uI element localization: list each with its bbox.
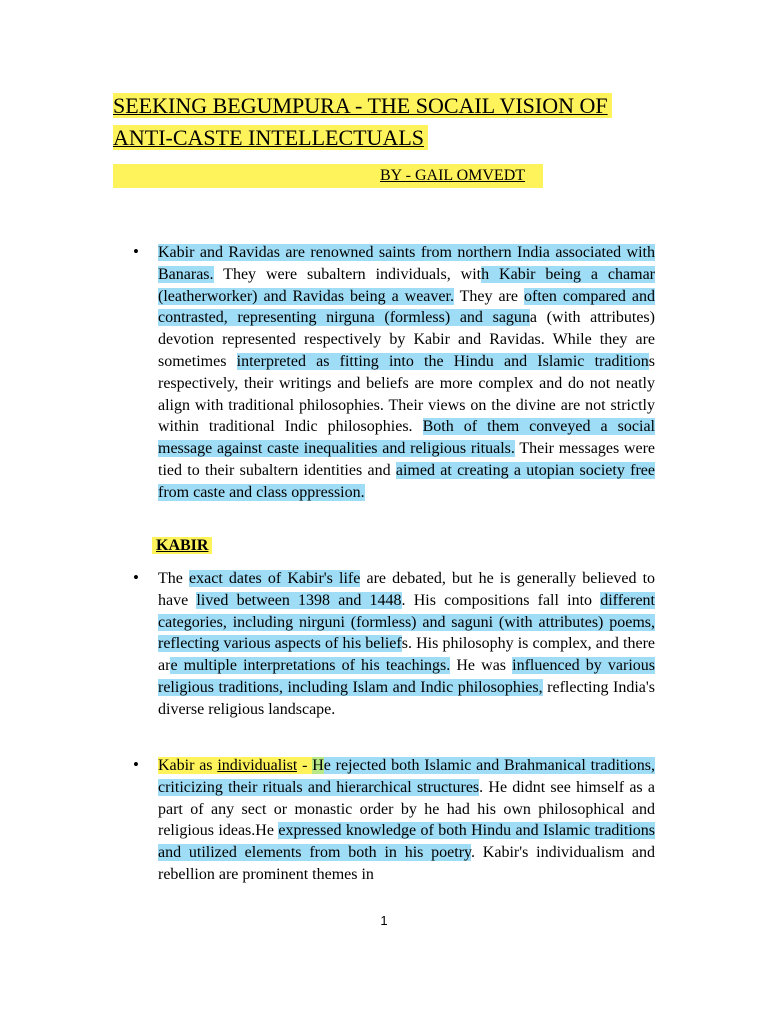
paragraph-kabir-life	[158, 568, 655, 721]
text-span: lived between 1398 and 1448	[196, 591, 402, 609]
bullet-1: •	[133, 242, 139, 261]
text-span: often compared and contrasted, representing nirguna (formless) and sagun	[158, 287, 655, 327]
text-span: aimed at creating a utopian society free from caste and class oppression.	[158, 461, 655, 501]
text-span: reflecting India's diverse religious landscape.	[158, 678, 655, 718]
text-span: interpreted as fitting into the Hindu and Islamic tradition	[236, 352, 649, 370]
text-span: e rejected both Islamic and Brahmanical traditions, criticizing their rituals and hierarchical structures	[158, 757, 656, 796]
bullet-3: •	[133, 755, 139, 774]
text-span: individualist	[217, 757, 298, 774]
text-span: . His compositions fall into	[401, 591, 601, 609]
bullet-2: •	[133, 568, 139, 587]
text-span: He was	[450, 657, 513, 675]
paragraph-kabir-individualist	[158, 755, 655, 886]
section-heading-kabir	[152, 535, 212, 557]
text-span: different categories, including nirguni (formless) and saguni (with attributes) poems, reflecting various aspects of his belief	[158, 591, 655, 653]
page-number: 1	[380, 913, 388, 928]
text-span: influenced by various religious traditions, including Islam and Indic philosophies,	[158, 657, 656, 696]
text-span: Kabir and Ravidas are renowned saints from northern India associated with Banaras.	[158, 244, 655, 283]
text-span: exact dates of Kabir's life	[189, 570, 361, 587]
text-span: Both of them conveyed a social message against caste inequalities and religious rituals.	[158, 418, 655, 458]
text-span: . Kabir's individualism and rebellion are prominent themes in	[158, 844, 656, 883]
text-span: expressed knowledge of both Hindu and Islamic traditions and utilized elements from both in his poetry	[158, 822, 655, 862]
text-span: s respectively, their writings and beliefs are more complex and do not neatly align with traditional philosophies. Their views on the divine are not strictly within traditional Indic philosophies.	[158, 352, 656, 436]
text-span: H	[312, 757, 324, 774]
title-line-1: SEEKING BEGUMPURA - THE SOCAIL VISION OF	[113, 93, 612, 118]
text-span: s. His philosophy is complex, and there ar	[158, 635, 655, 675]
text-span: They are	[453, 287, 524, 305]
text-span: h Kabir being a chamar (leatherworker) and Ravidas being a weaver.	[158, 265, 655, 305]
text-span: Their messages were tied to their subaltern identities and	[158, 440, 656, 479]
author-byline: BY - GAIL OMVEDT	[380, 167, 526, 184]
text-span: The	[158, 570, 190, 587]
text-span: e multiple interpretations of his teachings.	[170, 657, 451, 675]
text-span: They were subaltern individuals, wit	[213, 265, 482, 283]
document-title	[113, 90, 643, 154]
text-span: . He didnt see himself as a part of any sect or monastic order by he had his own philosophical and religious ideas.He	[158, 778, 655, 840]
text-span: -	[297, 757, 313, 774]
text-span: Kabir as	[158, 757, 218, 774]
text-span: a (with attributes) devotion represented respectively by Kabir and Ravidas. While they are sometimes	[158, 309, 655, 370]
title-line-2: ANTI-CASTE INTELLECTUALS	[113, 125, 428, 150]
heading-text: KABIR	[152, 537, 212, 554]
paragraph-kabir-ravidas	[158, 242, 655, 504]
text-span: are debated, but he is generally believed to have	[158, 570, 656, 609]
